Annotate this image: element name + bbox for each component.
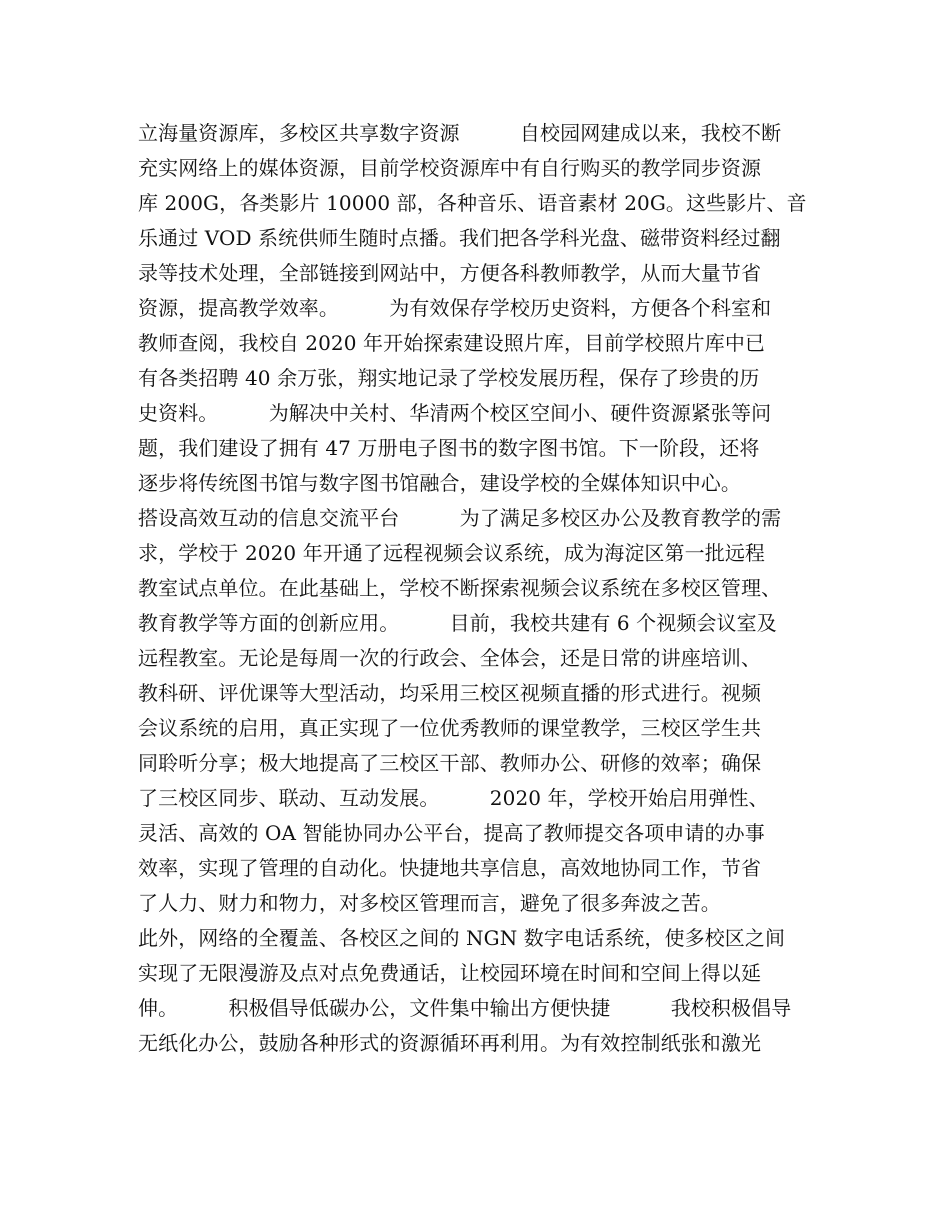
body-text bbox=[138, 116, 818, 1061]
text-line: 灵活、高效的 OA 智能协同办公平台，提高了教师提交各项申请的办事 bbox=[138, 821, 765, 845]
text-line: 有各类招聘 40 余万张，翔实地记录了学校发展历程，保存了珍贵的历 bbox=[138, 366, 760, 390]
text-line: 效率，实现了管理的自动化。快捷地共享信息，高效地协同工作，节省 bbox=[138, 856, 762, 880]
text-line: 教科研、评优课等大型活动，均采用三校区视频直播的形式进行。视频 bbox=[138, 681, 762, 705]
text-line: 此外，网络的全覆盖、各校区之间的 NGN 数字电话系统，使多校区之间 bbox=[138, 926, 786, 950]
text-line: 了三校区同步、联动、互动发展。 2020 年，学校开始启用弹性、 bbox=[138, 786, 769, 810]
text-line: 教育教学等方面的创新应用。 目前，我校共建有 6 个视频会议室及 bbox=[138, 611, 777, 635]
text-line: 教室试点单位。在此基础上，学校不断探索视频会议系统在多校区管理、 bbox=[138, 576, 782, 600]
text-line: 无纸化办公，鼓励各种形式的资源循环再利用。为有效控制纸张和激光 bbox=[138, 1031, 762, 1055]
text-line: 伸。 积极倡导低碳办公，文件集中输出方便快捷 我校积极倡导 bbox=[138, 996, 792, 1020]
text-line: 搭设高效互动的信息交流平台 为了满足多校区办公及教育教学的需 bbox=[138, 506, 782, 530]
text-line: 远程教室。无论是每周一次的行政会、全体会，还是日常的讲座培训、 bbox=[138, 646, 762, 670]
text-line: 史资料。 为解决中关村、华清两个校区空间小、硬件资源紧张等问 bbox=[138, 401, 772, 425]
text-line: 乐通过 VOD 系统供师生随时点播。我们把各学科光盘、磁带资料经过翻 bbox=[138, 226, 781, 250]
text-line: 题，我们建设了拥有 47 万册电子图书的数字图书馆。下一阶段，还将 bbox=[138, 436, 760, 460]
text-line: 会议系统的启用，真正实现了一位优秀教师的课堂教学，三校区学生共 bbox=[138, 716, 762, 740]
text-line: 了人力、财力和物力，对多校区管理而言，避免了很多奔波之苦。 bbox=[138, 891, 721, 915]
text-line: 库 200G，各类影片 10000 部，各种音乐、语音素材 20G。这些影片、音 bbox=[138, 191, 807, 215]
text-line: 资源，提高教学效率。 为有效保存学校历史资料，方便各个科室和 bbox=[138, 296, 772, 320]
text-line: 实现了无限漫游及点对点免费通话，让校园环境在时间和空间上得以延 bbox=[138, 961, 762, 985]
text-line: 同聆听分享；极大地提高了三校区干部、教师办公、研修的效率；确保 bbox=[138, 751, 762, 775]
text-line: 逐步将传统图书馆与数字图书馆融合，建设学校的全媒体知识中心。 bbox=[138, 471, 741, 495]
text-line: 教师查阅，我校自 2020 年开始探索建设照片库，目前学校照片库中已 bbox=[138, 331, 766, 355]
text-line: 充实网络上的媒体资源，目前学校资源库中有自行购买的教学同步资源 bbox=[138, 156, 762, 180]
text-line: 立海量资源库，多校区共享数字资源 自校园网建成以来，我校不断 bbox=[138, 121, 782, 145]
text-line: 求，学校于 2020 年开通了远程视频会议系统，成为海淀区第一批远程 bbox=[138, 541, 766, 565]
text-line: 录等技术处理，全部链接到网站中，方便各科教师教学，从而大量节省 bbox=[138, 261, 762, 285]
